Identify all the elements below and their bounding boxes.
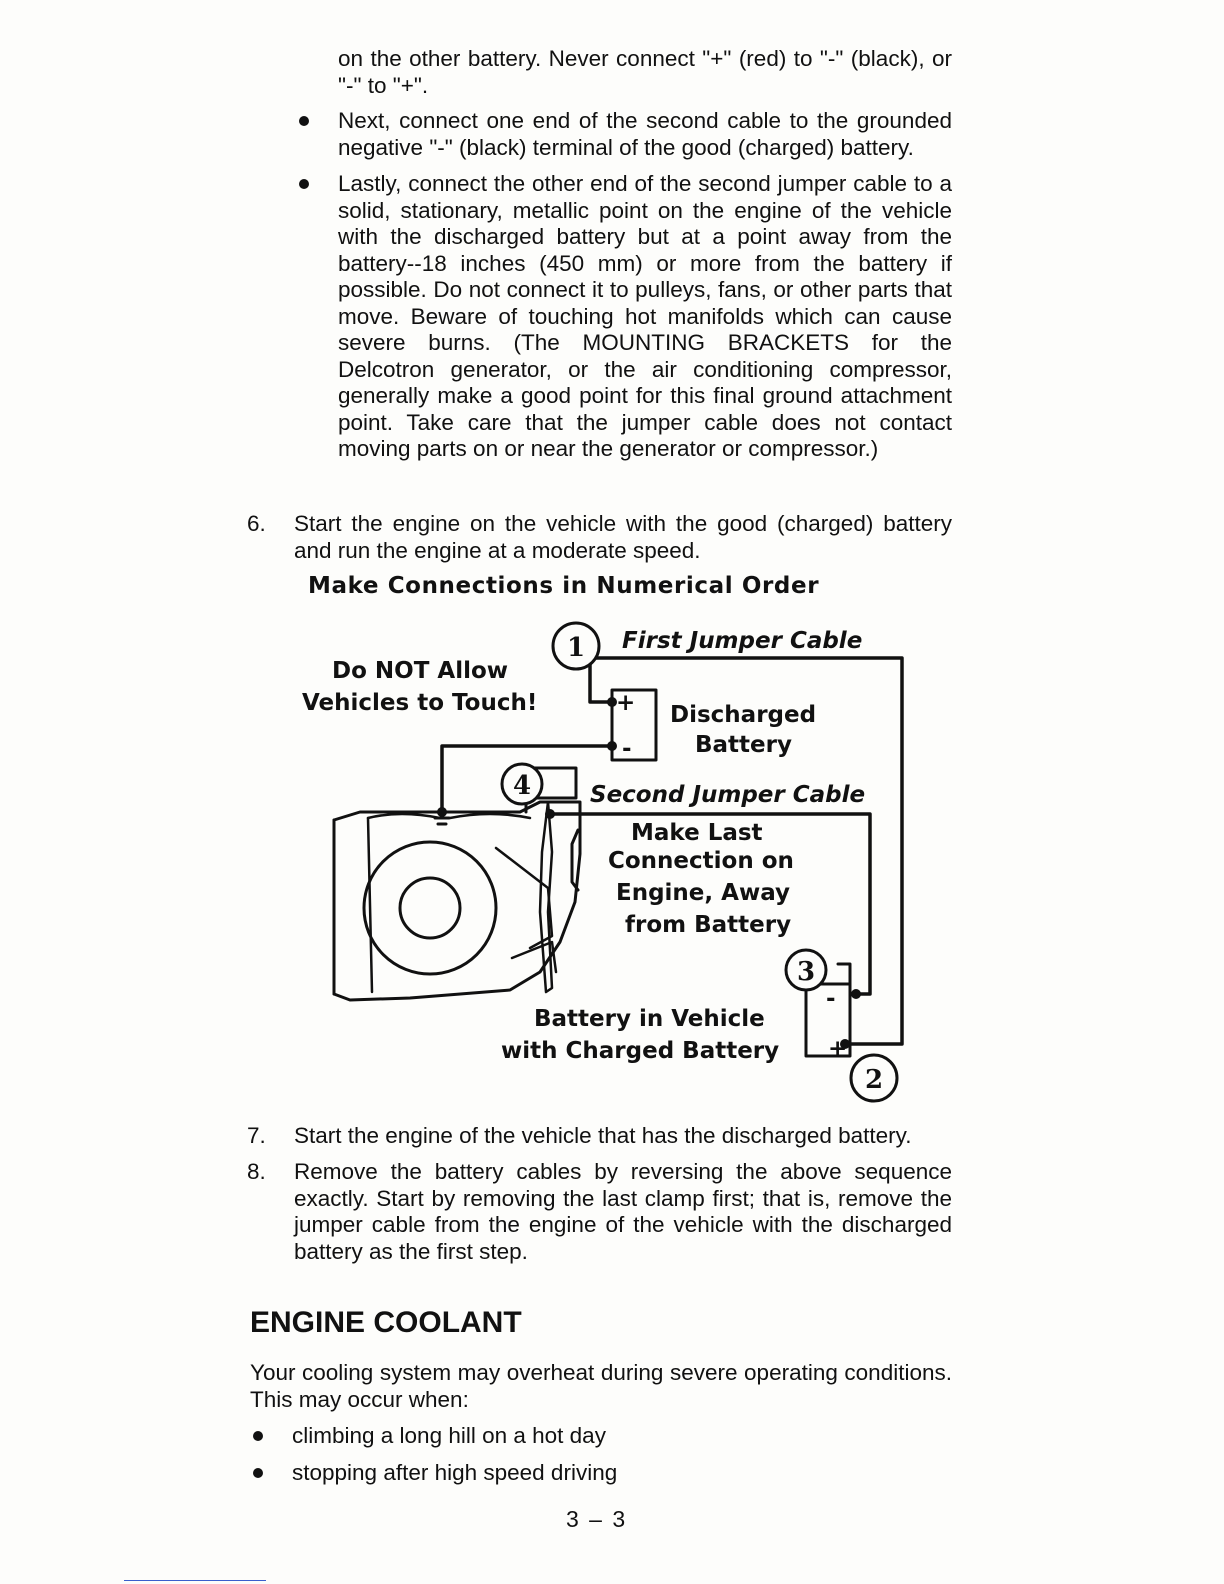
section-bullet-2: stopping after high speed driving <box>292 1460 618 1485</box>
warning-line-1: Do NOT Allow <box>332 658 509 684</box>
charged-label-2: with Charged Battery <box>501 1038 780 1064</box>
figure-title: Make Connections in Numerical Order <box>308 573 820 599</box>
marker-3: 3 <box>797 957 816 987</box>
page-number: 3 – 3 <box>566 1506 628 1532</box>
charged-plus-sign: + <box>828 1036 848 1062</box>
marker-4: 4 <box>513 771 532 801</box>
discharged-plus-sign: + <box>616 690 636 716</box>
bullet-dot <box>299 179 309 189</box>
marker-2: 2 <box>865 1065 884 1095</box>
step-number: 7. <box>247 1123 266 1148</box>
charged-minus-sign: - <box>826 986 836 1012</box>
section-intro: Your cooling system may overheat during severe operating conditions. This may occur when: <box>250 1360 952 1412</box>
bullet-next-paragraph: Next, connect one end of the second cable to the grounded negative "-" (black) terminal of the good (charged) battery. <box>338 108 952 160</box>
step-8-text: Remove the battery cables by reversing the above sequence exactly. Start by removing the last clamp first; that is, remove the jumper cable from the engine of the vehicle with the discharged battery as the first step. <box>294 1159 952 1264</box>
step-number: 6. <box>247 511 266 536</box>
discharged-minus-sign: - <box>622 736 632 762</box>
discharged-label-1: Discharged <box>670 702 817 728</box>
last-connection-line-4: from Battery <box>625 912 792 938</box>
step-number: 8. <box>247 1159 266 1184</box>
last-connection-line-3: Engine, Away <box>616 880 791 906</box>
marker-1: 1 <box>567 633 586 663</box>
engine-pulley <box>364 842 496 974</box>
continued-paragraph: on the other battery. Never connect "+" (red) to "-" (black), or "-" to "+". <box>338 46 952 98</box>
section-title: ENGINE COOLANT <box>250 1306 522 1339</box>
warning-line-2: Vehicles to Touch! <box>302 690 538 716</box>
bullet-dot <box>299 116 309 126</box>
section-bullet-1: climbing a long hill on a hot day <box>292 1423 606 1448</box>
jumper-cable-diagram <box>290 612 930 1110</box>
footer-link-underline[interactable] <box>124 1580 266 1581</box>
last-connection-line-2: Connection on <box>608 848 794 874</box>
bullet-lastly-paragraph: Lastly, connect the other end of the second jumper cable to a solid, stationary, metallic point on the engine of the vehicle with the discharged battery but at a point away from the battery--18 inches (450 mm) or more from the battery if possible. Do not connect it to pulleys, fans, or other parts that move. Beware of touching hot manifolds which can cause severe burns. (The MOUNTING BRACKETS for the Delcotron generator, or the air conditioning compressor, generally make a good point for this final ground attachment point. Take care that the jumper cable does not contact moving parts on or near the generator or compressor.) <box>338 171 952 461</box>
second-cable-label: Second Jumper Cable <box>590 782 866 808</box>
step-7-text: Start the engine of the vehicle that has the discharged battery. <box>294 1123 912 1148</box>
bullet-dot <box>253 1468 263 1478</box>
first-cable-clamp-discharged <box>590 658 612 702</box>
discharged-label-2: Battery <box>695 732 792 758</box>
charged-label-1: Battery in Vehicle <box>534 1006 765 1032</box>
bullet-dot <box>253 1431 263 1441</box>
first-cable-label: First Jumper Cable <box>622 628 863 654</box>
last-connection-line-1: Make Last <box>631 820 763 846</box>
step-6-text: Start the engine on the vehicle with the good (charged) battery and run the engine at a moderate speed. <box>294 511 952 563</box>
